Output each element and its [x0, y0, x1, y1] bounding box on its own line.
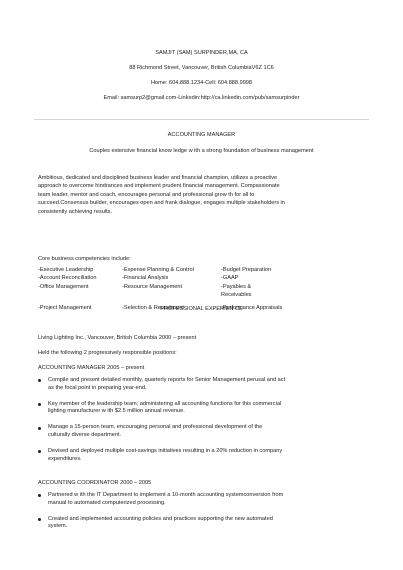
- objective-title: ACCOUNTING MANAGER: [167, 132, 236, 138]
- competency: -Financial Analysis: [122, 275, 169, 282]
- bullet-item: Key member of the leadership team; administering all accounting functions for this commercial lighting manufacturer w ith $2.5 million annual revenue.: [38, 401, 368, 416]
- bullet-icon: [38, 403, 41, 406]
- experience-heading: PROFESSIONAL EXPERIEN CE: [160, 306, 243, 312]
- summary-line: consistently achieving results.: [38, 208, 112, 215]
- bullet-icon: [38, 379, 41, 382]
- summary-line: succeed.Consensus builder, encourages open and frank dialogue, engages multiple stakeholders in: [38, 200, 285, 207]
- competency: -Expense Planning & Control: [122, 267, 194, 273]
- competency: -Project Management: [38, 304, 92, 311]
- role-bullets: [38, 377, 368, 472]
- competency: -Selection & Recruitment: [122, 304, 184, 311]
- competency: Receivables: [221, 292, 252, 299]
- address: 88 Richmond Street, Vancouver, British ColumbiaV6Z 1C6: [129, 65, 274, 71]
- phone: Home: 604.888.1234-Cell: 604.888.9998: [150, 80, 253, 86]
- contact-header: [0, 50, 403, 110]
- bullet-icon: [38, 450, 41, 453]
- bullet-item: Compile and present detailed monthly, quarterly reports for Senior Management perusal and act as the focal point in preparing year-end.: [38, 377, 368, 392]
- bullet-item: Devised and deployed multiple cost-savings initiatives resulting in a 20% reduction in company expenditures.: [38, 448, 368, 463]
- competency: -Executive Leadership: [38, 267, 94, 273]
- objective-tagline: Couples extensive financial know ledge w ith a strong foundation of business management: [89, 148, 314, 154]
- competency: -Performance Appraisals: [221, 304, 283, 311]
- candidate-name: SAMJIT (SAM) SURPINDER,MA, CA: [155, 50, 248, 56]
- competency: -Resource Management: [122, 283, 183, 290]
- role-title: ACCOUNTING MANAGER 2005 – present: [38, 365, 145, 371]
- divider: [34, 119, 369, 120]
- competency-row: [38, 274, 368, 282]
- competency: -GAAP: [221, 275, 239, 282]
- competency: [122, 291, 221, 299]
- competency: -Payables &: [221, 283, 252, 290]
- competency-row: [38, 283, 368, 291]
- summary-line: team leader, mentor and coach, encourages personal and professional grow th for all to: [38, 191, 255, 198]
- bullet-item: Manage a 15-person team, encouraging personal and professional development of the culturally diverse department.: [38, 424, 368, 439]
- competency-row: [38, 266, 368, 274]
- competency: -Account Reconciliation: [38, 275, 97, 282]
- competency: [38, 291, 122, 299]
- bullet-item: Partnered w ith the IT Department to implement a 10-month accounting systemconversion from manual to automated computerized processing.: [38, 492, 368, 507]
- competency-row: [38, 291, 368, 299]
- summary-line: Ambitious, dedicated and disciplined business leader and financial champion, utilizes a proactive: [38, 175, 278, 181]
- bullet-icon: [38, 494, 41, 497]
- competency: -Budget Preparation: [221, 267, 272, 273]
- summary-line: approach to overcome hindrances and implement prudent financial management. Compassionate: [38, 183, 280, 190]
- competencies-heading: Core business competencies include:: [38, 256, 131, 262]
- role-title: ACCOUNTING COORDINATOR 2000 – 2005: [38, 480, 152, 486]
- bullet-icon: [38, 518, 41, 521]
- role-bullets: [38, 492, 368, 539]
- summary-paragraph: [38, 174, 368, 216]
- email-linkedin: Email: samsurp2@gmail.com-Linkedin:http://ca.linkedin.com/pub/samsurpinder: [103, 95, 300, 101]
- company-line: Living Lighting Inc., Vancouver, British Columbia 2000 – present: [38, 335, 197, 341]
- bullet-icon: [38, 427, 41, 430]
- bullet-item: Created and implemented accounting policies and practices supporting the new automated system.: [38, 516, 368, 531]
- competency: -Office Management: [38, 283, 89, 290]
- positions-line: Held the following 2 progressively responsible positions:: [38, 350, 177, 356]
